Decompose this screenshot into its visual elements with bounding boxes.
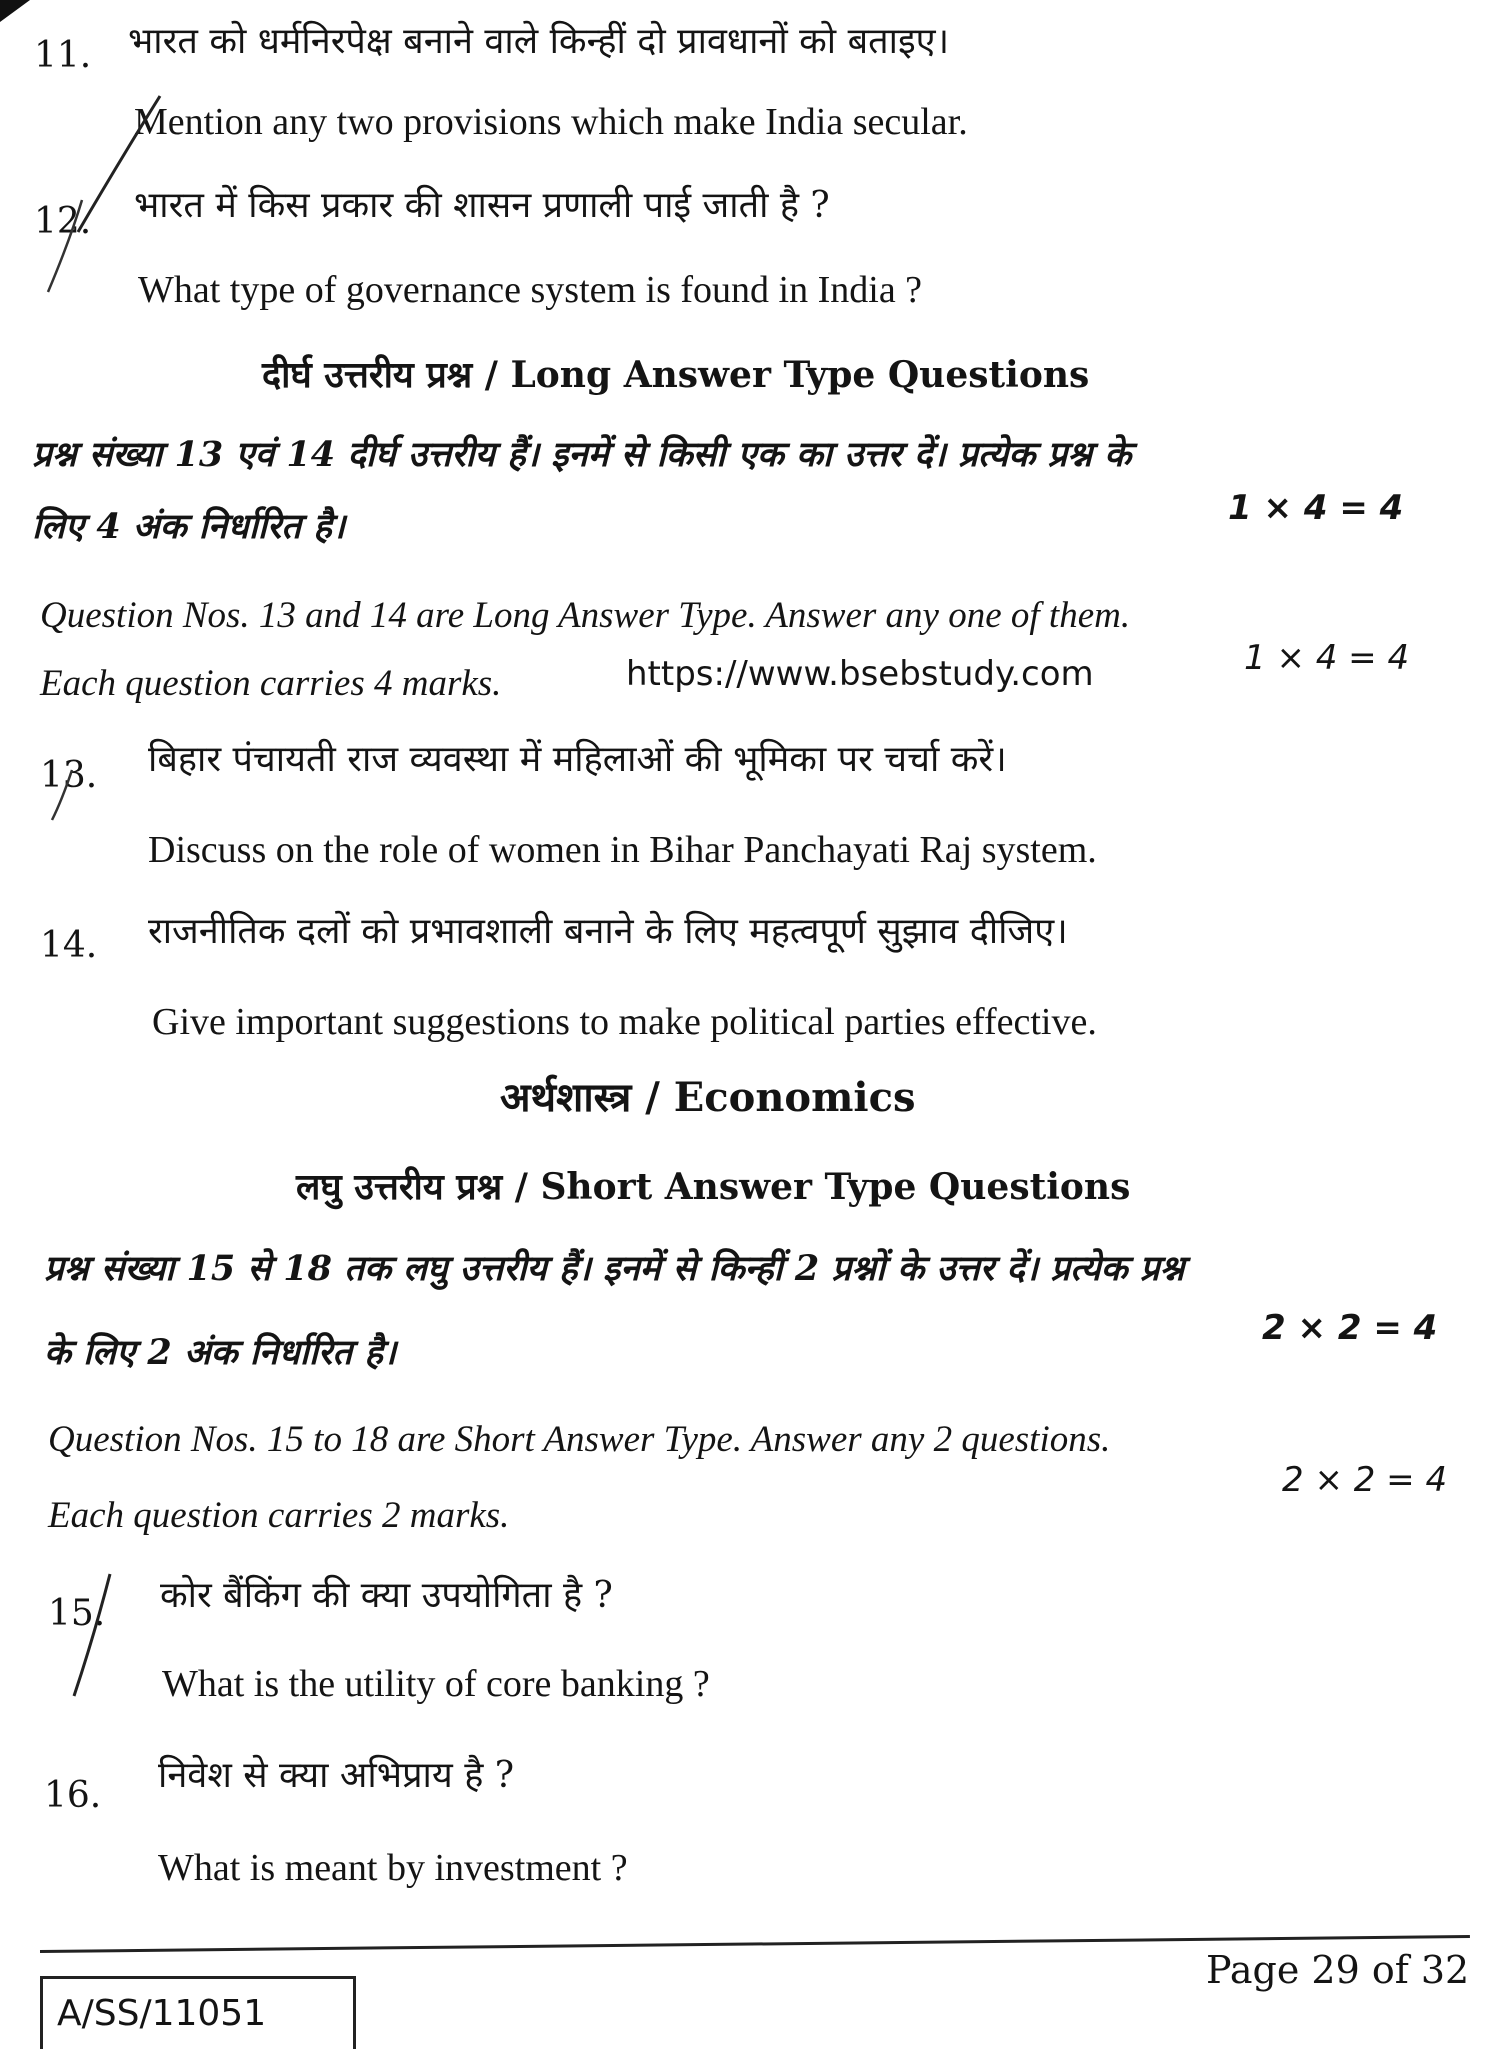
q14-number: 14. xyxy=(40,925,98,966)
long-instr-english-line1: Question Nos. 13 and 14 are Long Answer Type. Answer any one of them. xyxy=(40,595,1131,636)
tick-mark-q12 xyxy=(48,200,82,292)
q13-english: Discuss on the role of women in Bihar Panchayati Raj system. xyxy=(148,829,1097,871)
short-heading-hindi: लघु उत्तरीय प्रश्न xyxy=(296,1166,503,1208)
economics-heading-hindi: अर्थशास्त्र xyxy=(500,1074,632,1121)
q15-number: 15. xyxy=(48,1593,106,1634)
long-heading-sep: / xyxy=(472,354,511,396)
page-number: Page 29 of 32 xyxy=(1206,1948,1470,1992)
paper-code-box xyxy=(40,1976,356,2049)
q14-english: Give important suggestions to make political parties effective. xyxy=(152,1001,1097,1043)
tick-mark-q13 xyxy=(52,770,72,820)
long-instr-english-line2: Each question carries 4 marks. xyxy=(40,663,502,704)
economics-heading-english: Economics xyxy=(673,1074,916,1121)
short-heading-english: Short Answer Type Questions xyxy=(540,1166,1131,1208)
long-instr-hindi-line2: लिए 4 अंक निर्धारित है। xyxy=(32,506,346,547)
q11-english: Mention any two provisions which make India secular. xyxy=(134,101,968,143)
q12-hindi: भारत में किस प्रकार की शासन प्रणाली पाई जाती है ? xyxy=(134,185,830,226)
long-heading-hindi: दीर्घ उत्तरीय प्रश्न xyxy=(262,354,473,396)
q11-number: 11. xyxy=(34,35,92,76)
q15-english: What is the utility of core banking ? xyxy=(162,1663,710,1705)
long-marks-english: 1 × 4 = 4 xyxy=(1244,638,1410,678)
q12-english: What type of governance system is found in India ? xyxy=(138,269,923,311)
q14-hindi: राजनीतिक दलों को प्रभावशाली बनाने के लिए महत्वपूर्ण सुझाव दीजिए। xyxy=(148,911,1068,952)
short-instr-english-line2: Each question carries 2 marks. xyxy=(48,1495,510,1536)
q16-hindi: निवेश से क्या अभिप्राय है ? xyxy=(158,1755,515,1796)
long-instr-hindi-line1: प्रश्न संख्या 13 एवं 14 दीर्घ उत्तरीय हैं। इनमें से किसी एक का उत्तर दें। प्रत्येक प्रश्न के xyxy=(32,434,1132,475)
short-instr-english-line1: Question Nos. 15 to 18 are Short Answer Type. Answer any 2 questions. xyxy=(48,1419,1111,1460)
long-heading-english: Long Answer Type Questions xyxy=(510,354,1090,396)
short-marks-hindi: 2 × 2 = 4 xyxy=(1262,1308,1438,1348)
paper-code: A/SS/11051 xyxy=(57,1993,267,2034)
q11-hindi: भारत को धर्मनिरपेक्ष बनाने वाले किन्हीं दो प्रावधानों को बताइए। xyxy=(128,21,950,62)
q15-hindi: कोर बैंकिंग की क्या उपयोगिता है ? xyxy=(160,1575,613,1616)
tick-mark-q15 xyxy=(74,1574,110,1696)
tick-mark-q11 xyxy=(78,96,160,232)
watermark-url: https://www.bsebstudy.com xyxy=(626,654,1094,694)
q13-number: 13. xyxy=(40,755,98,796)
short-marks-english: 2 × 2 = 4 xyxy=(1282,1460,1448,1500)
short-instr-hindi-line1: प्रश्न संख्या 15 से 18 तक लघु उत्तरीय हैं। इनमें से किन्हीं 2 प्रश्नों के उत्तर दें। प्रत्येक प्रश्न xyxy=(44,1248,1185,1289)
economics-heading-sep: / xyxy=(631,1074,674,1121)
short-heading-sep: / xyxy=(502,1166,541,1208)
q16-english: What is meant by investment ? xyxy=(158,1847,628,1889)
q13-hindi: बिहार पंचायती राज व्यवस्था में महिलाओं की भूमिका पर चर्चा करें। xyxy=(148,739,1007,780)
q16-number: 16. xyxy=(44,1775,102,1816)
long-marks-hindi: 1 × 4 = 4 xyxy=(1228,488,1404,528)
q12-number: 12. xyxy=(34,201,92,242)
short-instr-hindi-line2: के लिए 2 अंक निर्धारित है। xyxy=(44,1332,397,1373)
